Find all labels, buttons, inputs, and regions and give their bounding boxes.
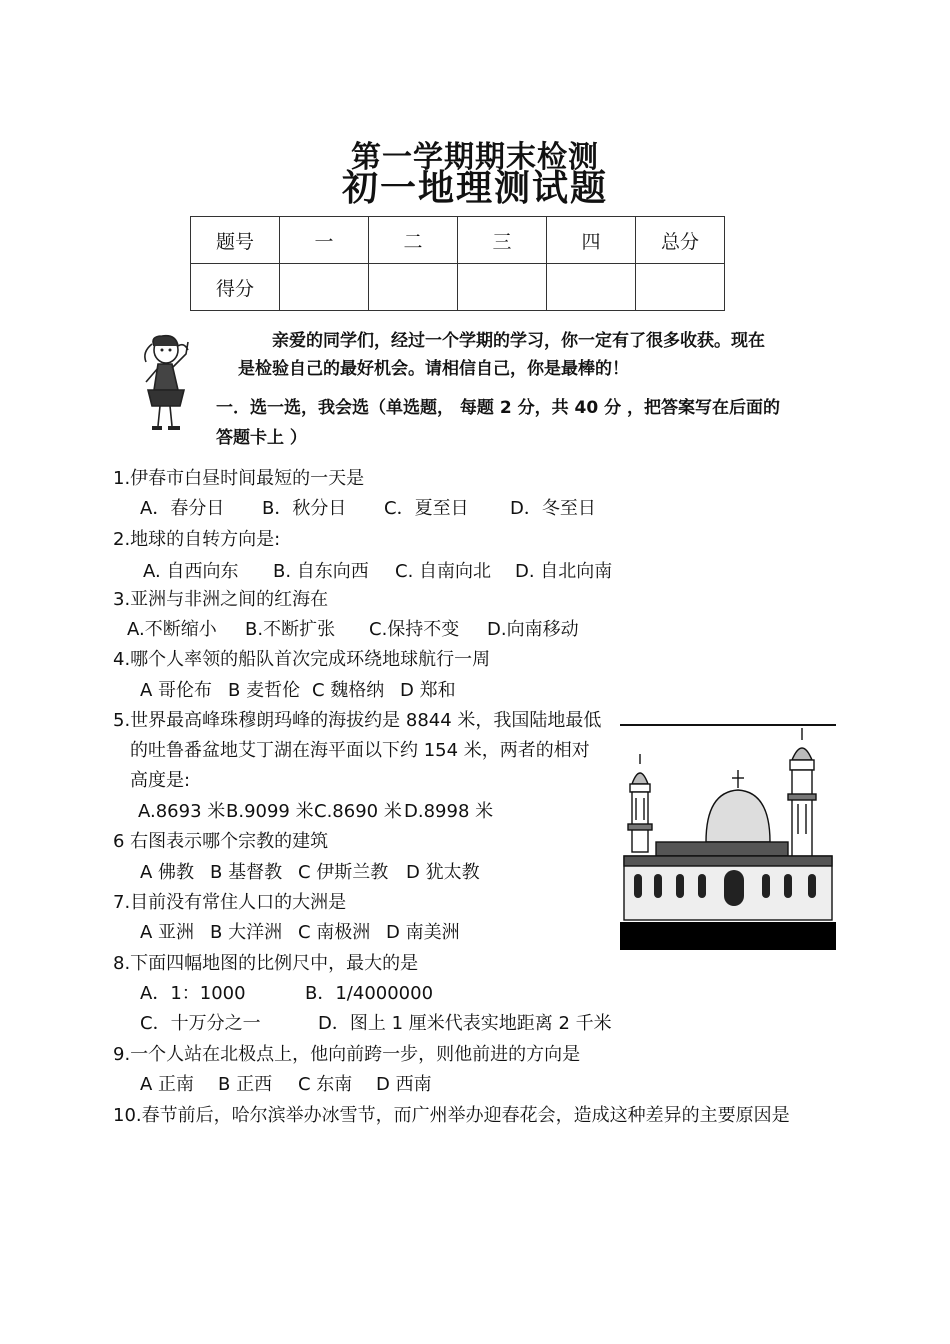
score-cell[interactable] bbox=[369, 264, 458, 311]
question-5-options bbox=[138, 797, 493, 827]
option-c[interactable]: C.保持不变 bbox=[369, 619, 460, 640]
option-d[interactable]: D.向南移动 bbox=[487, 619, 579, 640]
score-cell: 四 bbox=[547, 217, 636, 264]
option-c[interactable]: C. 自南向北 bbox=[395, 561, 492, 582]
question-4-stem: 4.哪个人率领的船队首次完成环绕地球航行一周 bbox=[113, 649, 491, 670]
option-a[interactable]: A 正南 bbox=[140, 1074, 195, 1095]
question-5-stem-cont: 高度是: bbox=[130, 770, 191, 791]
score-cell[interactable] bbox=[280, 264, 369, 311]
option-b[interactable]: B 基督教 bbox=[210, 862, 283, 883]
option-a[interactable]: A.不断缩小 bbox=[127, 619, 217, 640]
option-a[interactable]: A．1：1000 bbox=[140, 983, 246, 1004]
intro-line-2: 是检验自己的最好机会。请相信自己，你是最棒的！ bbox=[238, 359, 629, 379]
score-cell: 得分 bbox=[191, 264, 280, 311]
option-b[interactable]: B 麦哲伦 bbox=[228, 680, 301, 701]
question-8-options-row-1 bbox=[140, 979, 433, 1009]
intro-line-1: 亲爱的同学们，经过一个学期的学习，你一定有了很多收获。现在 bbox=[272, 331, 765, 351]
option-c[interactable]: C.8690 米 bbox=[314, 801, 402, 822]
question-1-stem: 1.伊春市白昼时间最短的一天是 bbox=[113, 468, 365, 489]
option-d[interactable]: D. 自北向南 bbox=[515, 561, 613, 582]
option-b[interactable]: B.不断扩张 bbox=[245, 619, 336, 640]
question-4-options bbox=[140, 676, 456, 706]
score-cell: 总分 bbox=[636, 217, 725, 264]
option-d[interactable]: D 西南 bbox=[376, 1074, 432, 1095]
option-d[interactable]: D 南美洲 bbox=[386, 922, 460, 943]
question-3-stem: 3.亚洲与非洲之间的红海在 bbox=[113, 589, 329, 610]
score-table-header-row bbox=[191, 217, 725, 264]
option-a[interactable]: A．春分日 bbox=[140, 498, 225, 519]
question-6-options bbox=[140, 858, 480, 888]
score-table bbox=[190, 216, 725, 311]
question-3-options bbox=[127, 615, 579, 645]
option-a[interactable]: A 亚洲 bbox=[140, 922, 195, 943]
option-c[interactable]: C．十万分之一 bbox=[140, 1013, 261, 1034]
option-c[interactable]: C 伊斯兰教 bbox=[298, 862, 389, 883]
option-b[interactable]: B．秋分日 bbox=[262, 498, 347, 519]
score-table-score-row bbox=[191, 264, 725, 311]
option-b[interactable]: B. 自东向西 bbox=[273, 561, 369, 582]
question-9-options bbox=[140, 1070, 432, 1100]
option-b[interactable]: B 大洋洲 bbox=[210, 922, 283, 943]
exam-title: 初一地理测试题 bbox=[341, 168, 608, 209]
exam-subtitle: 第一学期期末检测 bbox=[351, 140, 599, 175]
score-cell: 三 bbox=[458, 217, 547, 264]
cartoon-girl-illustration bbox=[132, 330, 202, 436]
question-2-options bbox=[143, 557, 612, 587]
option-b[interactable]: B.9099 米 bbox=[226, 801, 314, 822]
option-d[interactable]: D.8998 米 bbox=[404, 801, 494, 822]
section-1-heading: 一．选一选，我会选（单选题， 每题 2 分，共 40 分 ，把答案写在后面的 bbox=[216, 398, 780, 418]
question-7-stem: 7.目前没有常住人口的大洲是 bbox=[113, 892, 347, 913]
question-1-options bbox=[140, 494, 596, 524]
mosque-illustration bbox=[620, 724, 836, 950]
question-2-stem: 2.地球的自转方向是: bbox=[113, 529, 281, 550]
score-cell[interactable] bbox=[547, 264, 636, 311]
option-a[interactable]: A. 自西向东 bbox=[143, 561, 239, 582]
question-7-options bbox=[140, 918, 460, 948]
question-5-stem: 5.世界最高峰珠穆朗玛峰的海拔约是 8844 米，我国陆地最低 bbox=[113, 710, 602, 731]
score-cell: 一 bbox=[280, 217, 369, 264]
question-6-stem: 6 右图表示哪个宗教的建筑 bbox=[113, 831, 329, 852]
option-a[interactable]: A 佛教 bbox=[140, 862, 195, 883]
question-8-stem: 8.下面四幅地图的比例尺中，最大的是 bbox=[113, 953, 419, 974]
option-a[interactable]: A.8693 米 bbox=[138, 801, 226, 822]
option-c[interactable]: C 魏格纳 bbox=[312, 680, 385, 701]
score-cell[interactable] bbox=[636, 264, 725, 311]
option-b[interactable]: B 正西 bbox=[218, 1074, 273, 1095]
option-d[interactable]: D．图上 1 厘米代表实地距离 2 千米 bbox=[318, 1013, 612, 1034]
option-d[interactable]: D．冬至日 bbox=[510, 498, 596, 519]
option-c[interactable]: C 东南 bbox=[298, 1074, 353, 1095]
option-d[interactable]: D 郑和 bbox=[400, 680, 456, 701]
question-10-stem: 10.春节前后，哈尔滨举办冰雪节，而广州举办迎春花会，造成这种差异的主要原因是 bbox=[113, 1105, 790, 1126]
option-d[interactable]: D 犹太教 bbox=[406, 862, 480, 883]
score-cell: 二 bbox=[369, 217, 458, 264]
option-b[interactable]: B．1/4000000 bbox=[305, 983, 434, 1004]
score-cell[interactable] bbox=[458, 264, 547, 311]
option-a[interactable]: A 哥伦布 bbox=[140, 680, 213, 701]
option-c[interactable]: C 南极洲 bbox=[298, 922, 371, 943]
score-cell: 题号 bbox=[191, 217, 280, 264]
question-9-stem: 9.一个人站在北极点上，他向前跨一步，则他前进的方向是 bbox=[113, 1044, 581, 1065]
option-c[interactable]: C．夏至日 bbox=[384, 498, 469, 519]
question-8-options-row-2 bbox=[140, 1009, 612, 1039]
question-5-stem-cont: 的吐鲁番盆地艾丁湖在海平面以下约 154 米，两者的相对 bbox=[130, 740, 590, 761]
section-1-heading-cont: 答题卡上 ） bbox=[216, 428, 307, 448]
